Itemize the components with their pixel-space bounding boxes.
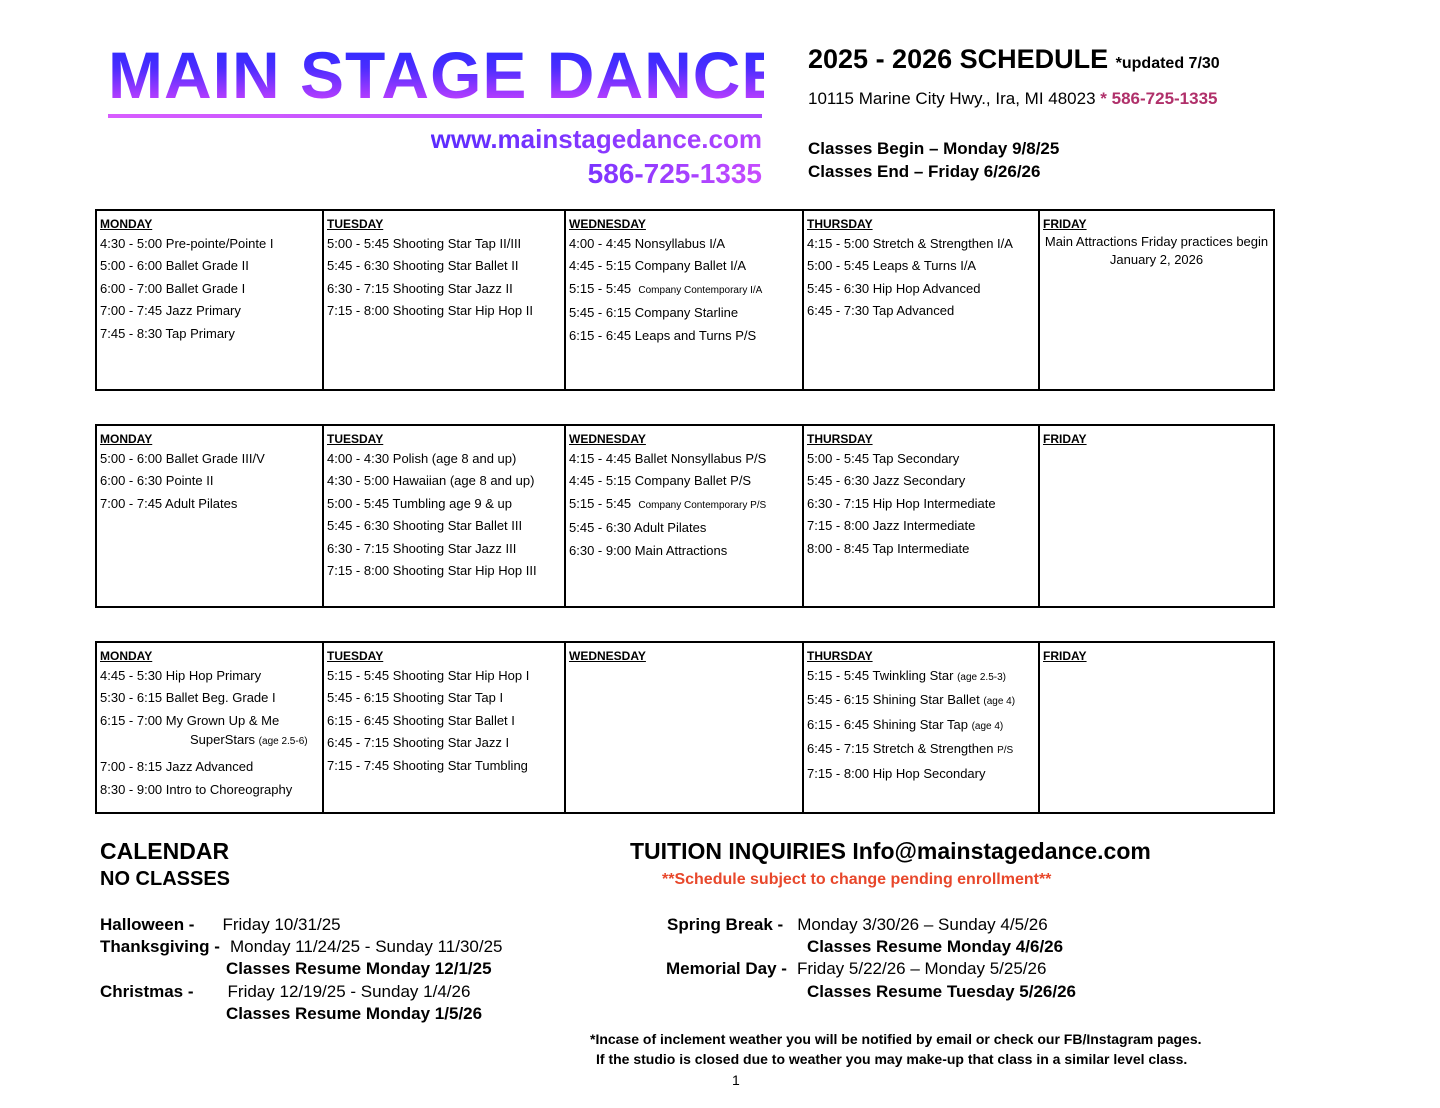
class-item: 5:00 - 5:45 Leaps & Turns I/A — [807, 258, 977, 274]
class-age: P/S — [997, 745, 1014, 757]
address-text: 10115 Marine City Hwy., Ira, MI 48023 — [808, 89, 1096, 108]
class-name-small: Company Contemporary I/A — [638, 284, 763, 296]
monday-cell — [96, 642, 323, 813]
halloween-row — [100, 915, 341, 935]
christmas-date: Friday 12/19/25 - Sunday 1/4/26 — [227, 982, 471, 1001]
class-item: 7:15 - 8:00 Jazz Intermediate — [807, 518, 976, 534]
class-item — [100, 732, 319, 750]
class-item: 7:15 - 8:00 Hip Hop Secondary — [807, 765, 986, 781]
christmas-resume — [226, 1004, 482, 1024]
class-item: 5:30 - 6:15 Ballet Beg. Grade I — [100, 690, 276, 706]
class-item: 5:00 - 5:45 Tap Secondary — [807, 451, 960, 466]
class-item: 4:15 - 5:00 Stretch & Strengthen I/A — [807, 236, 1013, 251]
thursday-cell — [803, 425, 1039, 607]
class-item: 7:00 - 7:45 Adult Pilates — [100, 495, 238, 511]
memorial-day-row — [666, 959, 1046, 979]
class-item: 6:45 - 7:30 Tap Advanced — [807, 303, 955, 319]
classes-begin: Classes Begin – Monday 9/8/25 — [808, 139, 1060, 158]
logo-phone: 586-725-1335 — [587, 158, 762, 189]
class-age: (age 2.5-6) — [258, 736, 308, 748]
thanksgiving-row — [100, 937, 502, 957]
spring-break-label: Spring Break - — [667, 915, 784, 934]
tuition-inquiries: TUITION INQUIRIES Info@mainstagedance.com — [630, 838, 1151, 864]
class-item: 7:15 - 8:00 Shooting Star Hip Hop III — [327, 563, 537, 579]
day-header-tuesday: TUESDAY — [327, 649, 384, 663]
classes-end: Classes End – Friday 6/26/26 — [808, 162, 1041, 181]
class-item: 6:30 - 7:15 Shooting Star Jazz II — [327, 280, 513, 296]
class-item: 5:45 - 6:30 Shooting Star Ballet II — [327, 258, 519, 274]
class-age: (age 2.5-3) — [957, 672, 1006, 683]
thanksgiving-label: Thanksgiving - — [100, 937, 220, 956]
logo-title: MAIN STAGE DANCE — [108, 38, 787, 112]
class-item: 6:00 - 6:30 Pointe II — [100, 473, 214, 489]
spring-resume-text: Classes Resume Monday 4/6/26 — [807, 937, 1064, 956]
tuesday-cell — [323, 210, 565, 390]
class-item: 6:30 - 7:15 Hip Hop Intermediate — [807, 495, 996, 511]
page-number: 1 — [732, 1072, 740, 1088]
class-item: 5:00 - 5:45 Tumbling age 9 & up — [327, 495, 513, 511]
class-name: 5:45 - 6:15 Shining Star Ballet — [807, 692, 980, 708]
monday-cell — [96, 210, 323, 390]
wednesday-cell — [565, 642, 803, 813]
day-header-wednesday: WEDNESDAY — [569, 217, 646, 231]
halloween-label: Halloween - — [100, 915, 195, 934]
day-header-wednesday: WEDNESDAY — [569, 432, 646, 446]
schedule-table-1 — [95, 209, 1275, 391]
class-item: 5:15 - 5:45 Shooting Star Hip Hop I — [327, 668, 530, 683]
class-age: (age 4) — [971, 720, 1004, 732]
class-item: 8:30 - 9:00 Intro to Choreography — [100, 781, 293, 797]
class-item: 4:15 - 4:45 Ballet Nonsyllabus P/S — [569, 451, 767, 466]
memorial-resume — [807, 982, 1076, 1002]
class-item: 5:00 - 6:00 Ballet Grade III/V — [100, 451, 265, 466]
christmas-row — [100, 982, 470, 1002]
class-item: 4:00 - 4:45 Nonsyllabus I/A — [569, 236, 726, 251]
class-item: 5:45 - 6:15 Shooting Star Tap I — [327, 690, 504, 706]
class-item — [807, 714, 1035, 738]
class-name: 5:15 - 5:45 Twinkling Star — [807, 668, 954, 683]
class-item: 5:45 - 6:30 Hip Hop Advanced — [807, 280, 981, 296]
friday-cell — [1039, 425, 1274, 607]
memorial-day-label: Memorial Day - — [666, 959, 787, 978]
schedule-change-note: **Schedule subject to change pending enrollment** — [662, 871, 1052, 888]
class-item: 5:00 - 5:45 Shooting Star Tap II/III — [327, 236, 522, 251]
class-time: 5:15 - 5:45 — [569, 280, 632, 296]
day-header-tuesday: TUESDAY — [327, 217, 384, 231]
day-header-monday: MONDAY — [100, 649, 153, 663]
thanksgiving-resume — [226, 959, 492, 979]
class-name-small: Company Contemporary P/S — [638, 499, 767, 511]
memorial-resume-text: Classes Resume Tuesday 5/26/26 — [807, 982, 1077, 1001]
class-item: 5:45 - 6:15 Company Starline — [569, 305, 739, 321]
schedule-title — [808, 44, 1220, 75]
class-item: 8:00 - 8:45 Tap Intermediate — [807, 540, 970, 556]
halloween-date: Friday 10/31/25 — [222, 915, 341, 934]
class-name: 6:45 - 7:15 Stretch & Strengthen — [807, 741, 994, 757]
monday-cell — [96, 425, 323, 607]
day-header-thursday: THURSDAY — [807, 217, 873, 231]
class-item — [807, 689, 1035, 713]
class-item: 4:45 - 5:30 Hip Hop Primary — [100, 668, 262, 683]
memorial-day-date: Friday 5/22/26 – Monday 5/25/26 — [796, 959, 1047, 978]
day-header-monday: MONDAY — [100, 432, 153, 446]
class-dates — [808, 137, 1059, 183]
no-classes-title: NO CLASSES — [100, 868, 231, 890]
day-header-tuesday: TUESDAY — [327, 432, 384, 446]
class-item — [569, 278, 799, 302]
thursday-cell — [803, 210, 1039, 390]
thanksgiving-resume-text: Classes Resume Monday 12/1/25 — [226, 959, 492, 978]
class-item: 7:15 - 8:00 Shooting Star Hip Hop II — [327, 303, 533, 319]
class-item — [807, 665, 1035, 689]
class-item: 4:45 - 5:15 Company Ballet I/A — [569, 258, 747, 274]
schedule-table-2 — [95, 424, 1275, 608]
class-item: 7:45 - 8:30 Tap Primary — [100, 325, 235, 341]
weather-note-2: If the studio is closed due to weather you may make-up that class in a similar level class. — [596, 1051, 1188, 1067]
class-time: 5:15 - 5:45 — [569, 495, 632, 511]
class-item: 6:15 - 6:45 Leaps and Turns P/S — [569, 327, 757, 343]
class-item — [807, 738, 1035, 762]
christmas-resume-text: Classes Resume Monday 1/5/26 — [226, 1004, 483, 1023]
updated-note: *updated 7/30 — [1115, 55, 1220, 72]
wednesday-cell — [565, 425, 803, 607]
class-name: 6:15 - 6:45 Shining Star Tap — [807, 716, 968, 732]
day-header-monday: MONDAY — [100, 217, 153, 231]
address — [808, 89, 1218, 109]
class-item: 5:00 - 6:00 Ballet Grade II — [100, 258, 249, 274]
tuesday-cell — [323, 642, 565, 813]
class-item: 6:30 - 9:00 Main Attractions — [569, 542, 728, 558]
class-item: 7:00 - 7:45 Jazz Primary — [100, 303, 241, 319]
spring-break-row — [667, 915, 1048, 935]
website-link[interactable]: www.mainstagedance.com — [430, 124, 762, 154]
class-item: 6:15 - 7:00 My Grown Up & Me — [100, 712, 280, 728]
tuesday-cell — [323, 425, 565, 607]
weather-note-1: *Incase of inclement weather you will be notified by email or check our FB/Instagram pages. — [590, 1031, 1202, 1047]
wednesday-cell — [565, 210, 803, 390]
class-name: SuperStars — [190, 732, 256, 748]
class-item: 5:45 - 6:30 Shooting Star Ballet III — [327, 518, 523, 534]
day-header-thursday: THURSDAY — [807, 432, 873, 446]
class-item: 4:30 - 5:00 Pre-pointe/Pointe I — [100, 236, 274, 251]
class-item: 4:45 - 5:15 Company Ballet P/S — [569, 473, 752, 489]
class-item: 6:45 - 7:15 Shooting Star Jazz I — [327, 735, 510, 751]
class-item: 6:30 - 7:15 Shooting Star Jazz III — [327, 540, 517, 556]
day-header-thursday: THURSDAY — [807, 649, 873, 663]
spring-resume — [807, 937, 1063, 957]
day-header-wednesday: WEDNESDAY — [569, 649, 646, 663]
schedule-title-text: 2025 - 2026 SCHEDULE — [808, 44, 1109, 74]
class-item: 7:00 - 8:15 Jazz Advanced — [100, 759, 254, 775]
class-item: 4:00 - 4:30 Polish (age 8 and up) — [327, 451, 517, 466]
class-item — [569, 493, 799, 517]
christmas-label: Christmas - — [100, 982, 194, 1001]
class-age: (age 4) — [983, 696, 1016, 708]
class-item: 7:15 - 7:45 Shooting Star Tumbling — [327, 757, 528, 773]
day-header-friday: FRIDAY — [1043, 217, 1087, 231]
friday-cell — [1039, 642, 1274, 813]
schedule-table-3 — [95, 641, 1275, 814]
friday-note: Main Attractions Friday practices begin January 2, 2026 — [1044, 234, 1269, 267]
thanksgiving-date: Monday 11/24/25 - Sunday 11/30/25 — [229, 937, 503, 956]
thursday-cell — [803, 642, 1039, 813]
class-item: 6:00 - 7:00 Ballet Grade I — [100, 280, 246, 296]
day-header-friday: FRIDAY — [1043, 649, 1087, 663]
logo-underline — [108, 114, 762, 118]
day-header-friday: FRIDAY — [1043, 432, 1087, 446]
class-item: 5:45 - 6:30 Adult Pilates — [569, 520, 707, 536]
spring-break-date: Monday 3/30/26 – Sunday 4/5/26 — [797, 915, 1048, 934]
class-item: 5:45 - 6:30 Jazz Secondary — [807, 473, 966, 489]
class-item: 4:30 - 5:00 Hawaiian (age 8 and up) — [327, 473, 535, 489]
calendar-title: CALENDAR — [100, 838, 230, 864]
class-item: 6:15 - 6:45 Shooting Star Ballet I — [327, 712, 515, 728]
address-phone: * 586-725-1335 — [1100, 89, 1218, 108]
friday-cell — [1039, 210, 1274, 390]
